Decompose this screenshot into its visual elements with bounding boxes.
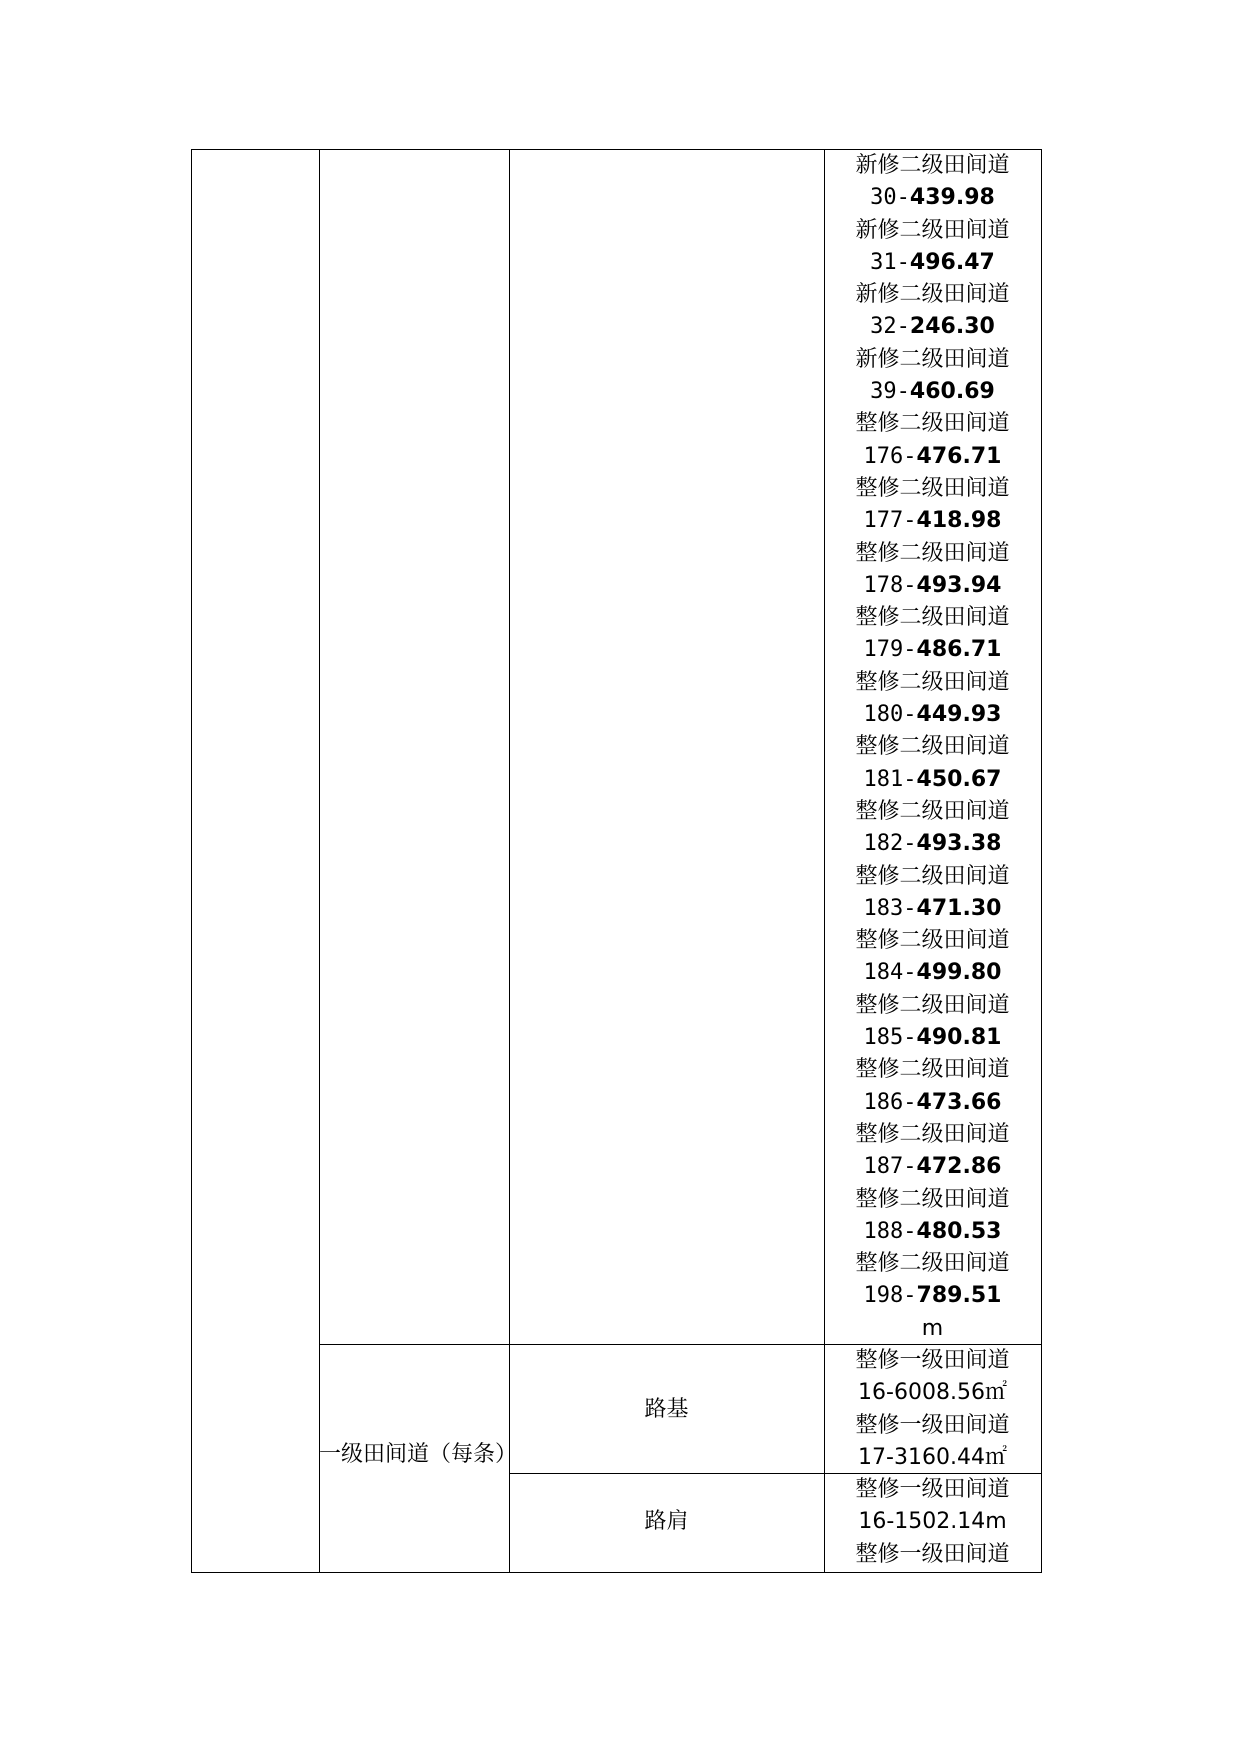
road-entry-length: 185-490.81 <box>863 1025 1002 1051</box>
road-entry-value: 246.30 <box>909 314 995 340</box>
road-entry-name: 整修二级田间道 <box>855 734 1010 760</box>
road-entry-value: 449.93 <box>916 702 1002 728</box>
road-entry-id: 181 <box>863 766 904 792</box>
road-entry-name: 整修二级田间道 <box>855 1057 1010 1083</box>
table-border-bottom <box>191 1572 1042 1573</box>
road-entry-name: 新修二级田间道 <box>855 282 1010 308</box>
road-entry-name: 整修二级田间道 <box>855 798 1010 824</box>
road-entry-name: 整修二级田间道 <box>855 605 1010 631</box>
column-divider-1 <box>319 149 320 1573</box>
category-label: 一级田间道（每条） <box>319 1442 518 1467</box>
road-entry-unit: m <box>921 1315 944 1341</box>
road-entry-value: 490.81 <box>916 1025 1002 1051</box>
table-border-right <box>1041 149 1042 1573</box>
road-entry-value: 789.51 <box>916 1283 1002 1309</box>
road-entry-id: 31 <box>870 249 897 275</box>
road-entry-name: 整修二级田间道 <box>855 411 1010 437</box>
road-entry-id: 179 <box>863 637 904 663</box>
shoulder-entries <box>824 1474 1041 1571</box>
road-entry-id: 187 <box>863 1154 904 1180</box>
column-divider-2 <box>509 149 510 1573</box>
shoulder-line: 整修一级田间道 <box>855 1477 1010 1502</box>
shoulder-label: 路肩 <box>644 1509 689 1534</box>
road-entry-id: 178 <box>863 572 904 598</box>
road-entry-value: 486.71 <box>916 637 1002 663</box>
road-entry-name: 整修二级田间道 <box>855 1186 1010 1212</box>
road-entry-value: 496.47 <box>909 249 995 275</box>
roadbed-line: 16-6008.56㎡ <box>858 1380 1007 1406</box>
road-entry-name: 整修二级田间道 <box>855 863 1010 889</box>
road-entry-name: 新修二级田间道 <box>855 217 1010 243</box>
road-entry-length: 180-449.93 <box>863 702 1002 728</box>
road-entry-length: 181-450.67 <box>863 766 1002 792</box>
road-entry-length: 179-486.71 <box>863 637 1002 663</box>
road-entry-value: 476.71 <box>916 443 1002 469</box>
road-entry-id: 188 <box>863 1218 904 1244</box>
road-entry-value: 439.98 <box>909 185 995 211</box>
road-entry-value: 460.69 <box>909 379 995 405</box>
road-entry-list <box>824 150 1041 1345</box>
road-entry-name: 新修二级田间道 <box>855 346 1010 372</box>
road-entry-length: 177-418.98 <box>863 508 1002 534</box>
road-entry-length: 182-493.38 <box>863 831 1002 857</box>
road-entry-name: 整修二级田间道 <box>855 669 1010 695</box>
road-entry-value: 418.98 <box>916 508 1002 534</box>
road-entry-id: 182 <box>863 831 904 857</box>
road-entry-length: 183-471.30 <box>863 895 1002 921</box>
road-entry-value: 473.66 <box>916 1089 1002 1115</box>
road-entry-name: 整修二级田间道 <box>855 1121 1010 1147</box>
road-entry-id: 39 <box>870 379 897 405</box>
roadbed-entries <box>824 1345 1041 1474</box>
road-entry-value: 471.30 <box>916 895 1002 921</box>
road-entry-id: 198 <box>863 1283 904 1309</box>
road-entry-id: 186 <box>863 1089 904 1115</box>
road-entry-length: 188-480.53 <box>863 1218 1002 1244</box>
road-entry-length: 176-476.71 <box>863 443 1002 469</box>
road-entry-length: 198-789.51 <box>863 1283 1002 1309</box>
roadbed-line: 整修一级田间道 <box>855 1412 1010 1438</box>
data-table <box>191 149 1041 1573</box>
roadbed-line: 整修一级田间道 <box>855 1348 1010 1373</box>
road-entry-id: 183 <box>863 895 904 921</box>
road-entry-name: 整修二级田间道 <box>855 1251 1010 1277</box>
road-entry-value: 493.94 <box>916 572 1002 598</box>
road-entry-id: 176 <box>863 443 904 469</box>
road-entry-name: 整修二级田间道 <box>855 928 1010 954</box>
shoulder-line: 整修一级田间道 <box>855 1541 1010 1567</box>
road-entry-value: 480.53 <box>916 1218 1002 1244</box>
road-entry-id: 30 <box>870 185 897 211</box>
road-entry-value: 499.80 <box>916 960 1002 986</box>
road-entry-id: 185 <box>863 1025 904 1051</box>
road-entry-id: 32 <box>870 314 897 340</box>
road-entry-length: 30-439.98 <box>870 185 995 211</box>
road-entry-name: 整修二级田间道 <box>855 540 1010 566</box>
roadbed-line: 17-3160.44㎡ <box>858 1444 1007 1470</box>
road-entry-value: 493.38 <box>916 831 1002 857</box>
road-entry-id: 180 <box>863 702 904 728</box>
road-entry-value: 472.86 <box>916 1154 1002 1180</box>
road-entry-length: 39-460.69 <box>870 379 995 405</box>
road-entry-name: 新修二级田间道 <box>855 153 1010 178</box>
road-entry-name: 整修二级田间道 <box>855 475 1010 501</box>
table-border-left <box>191 149 192 1573</box>
roadbed-label: 路基 <box>644 1397 689 1422</box>
road-entry-id: 184 <box>863 960 904 986</box>
road-entry-length: 186-473.66 <box>863 1089 1002 1115</box>
road-entry-length: 31-496.47 <box>870 249 995 275</box>
road-entry-length: 178-493.94 <box>863 572 1002 598</box>
road-entry-length: 184-499.80 <box>863 960 1002 986</box>
road-entry-length: 187-472.86 <box>863 1154 1002 1180</box>
road-entry-id: 177 <box>863 508 904 534</box>
road-entry-value: 450.67 <box>916 766 1002 792</box>
road-entry-name: 整修二级田间道 <box>855 992 1010 1018</box>
shoulder-line: 16-1502.14m <box>858 1509 1007 1535</box>
road-entry-length: 32-246.30 <box>870 314 995 340</box>
